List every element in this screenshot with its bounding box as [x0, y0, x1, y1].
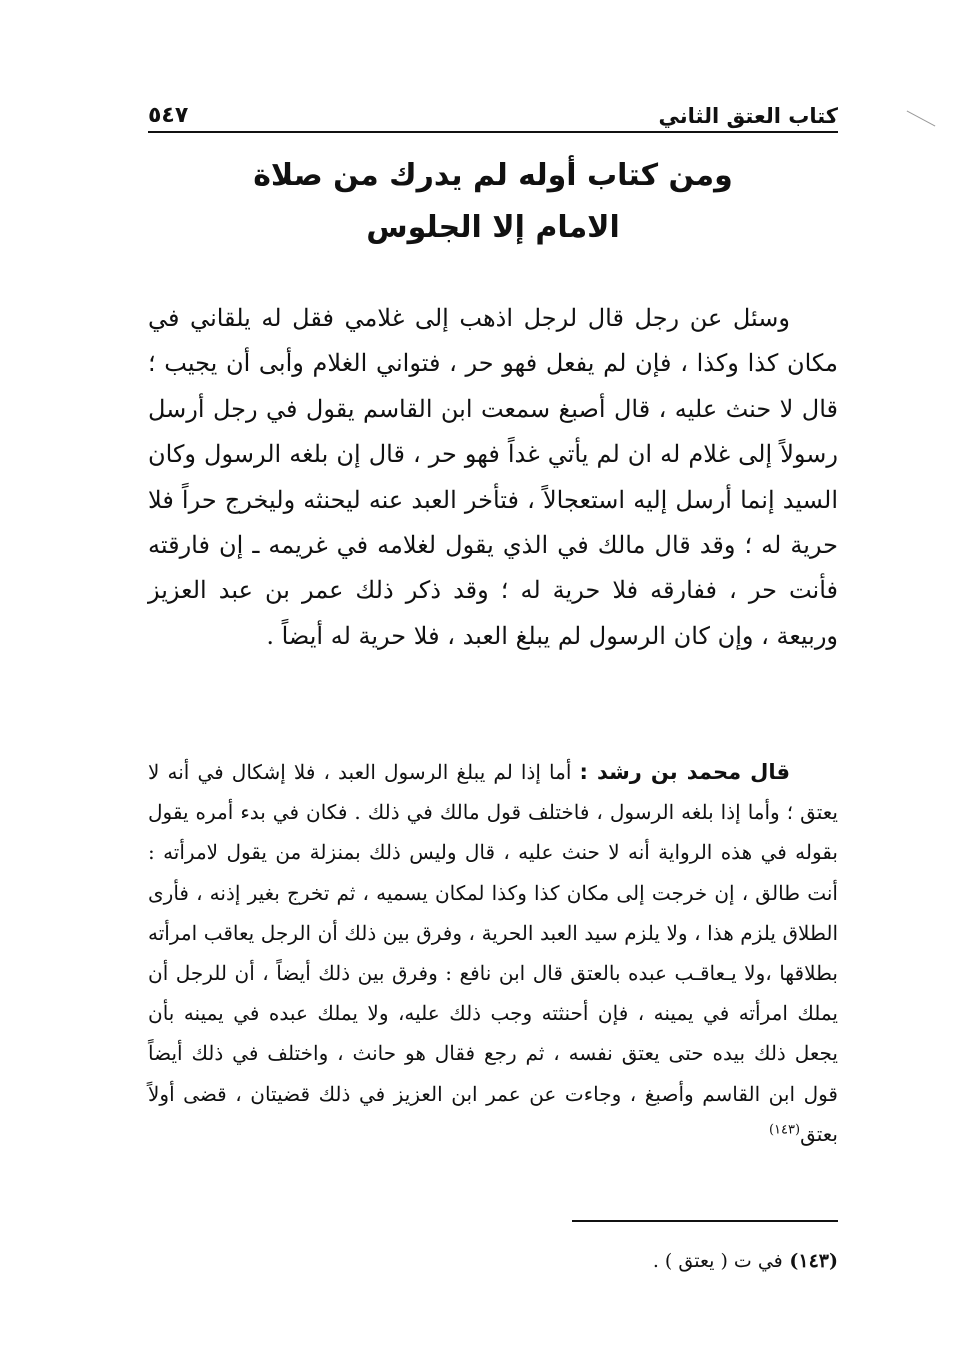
header-divider — [148, 131, 838, 133]
running-title: كتاب العتق الثاني — [658, 104, 838, 128]
footnote-number: (١٤٣) — [789, 1250, 838, 1272]
commentary-text: أما إذا لم يبلغ الرسول العبد ، فلا إشكال في أنه لا يعتق ؛ وأما إذا بلغه الرسول ، فاختلف قول مالك في ذلك . فكان في بدء أمره يقول بقوله في هذه الرواية أنه لا حنث عليه ، قال وليس ذلك بمنزلة من يقول لامرأته : أنت طالق ، إن خرجت إلى مكان كذا وكذا لمكان يسميه ، ثم تخرج بغير إذنه ، فأرى الطلاق يلزم هذا ، ولا يلزم سيد العبد الحرية ، وفرق بين ذلك أن الرجل يعاقب امرأته بطلاقها ،ولا يـعاقـب عبده بالعتق قال ابن نافع : وفرق بين ذلك أيضاً ، أن للرجل أن يملك امرأته في يمينه ، فإن أحنثته وجب ذلك عليه، ولا يملك عبده في يمينه بأن يجعل ذلك بيده حتى يعتق نفسه ، ثم رجع فقال هو حانث ، واختلف في ذلك أيضاً قول ابن القاسم وأصبغ ، وجاءت عن عمر ابن العزيز في ذلك قضيتان ، قضى أولاً بعتق — [148, 760, 839, 1146]
commentary-paragraph — [148, 752, 838, 1154]
page-number: ٥٤٧ — [148, 103, 189, 128]
chapter-title-line-2: الامام إلا الجلوس — [366, 210, 620, 245]
chapter-title — [148, 150, 838, 254]
commentator-name: قال محمد بن رشد : — [579, 760, 790, 784]
footnote-reference: (١٤٣) — [768, 1122, 801, 1138]
scan-artifact-mark — [907, 111, 936, 127]
footnote-text: في ت ( يعتق ) . — [652, 1250, 783, 1272]
chapter-title-line-1: ومن كتاب أوله لم يدرك من صلاة — [253, 158, 733, 193]
question-text: وسئل عن رجل قال لرجل اذهب إلى غلامي فقل له يلقاني في مكان كذا وكذا ، فإن لم يفعل فهو حر ، فتواني الغلام وأبى أن يجيب ؛ قال لا حنث عليه ، قال أصبغ سمعت ابن القاسم يقول في رجل أرسل رسولاً إلى غلام له ان لم يأتي غداً فهو حر ، قال إن بلغه الرسول وكان السيد إنما أرسل إليه استعجالاً ، فتأخر العبد عنه ليحنثه وليخرج حراً فلا حرية له ؛ وقد قال مالك في الذي يقول لغلامه في غريمه ـ إن فارقته فأنت حر ، ففارقه فلا حرية له ؛ وقد ذكر ذلك عمر بن عبد العزيز وربيعة ، وإن كان الرسول لم يبلغ العبد ، فلا حرية له أيضاً . — [148, 304, 838, 650]
footnote — [148, 1246, 838, 1276]
page-header — [148, 88, 838, 128]
footnote-divider — [572, 1220, 838, 1222]
question-paragraph — [148, 296, 838, 659]
